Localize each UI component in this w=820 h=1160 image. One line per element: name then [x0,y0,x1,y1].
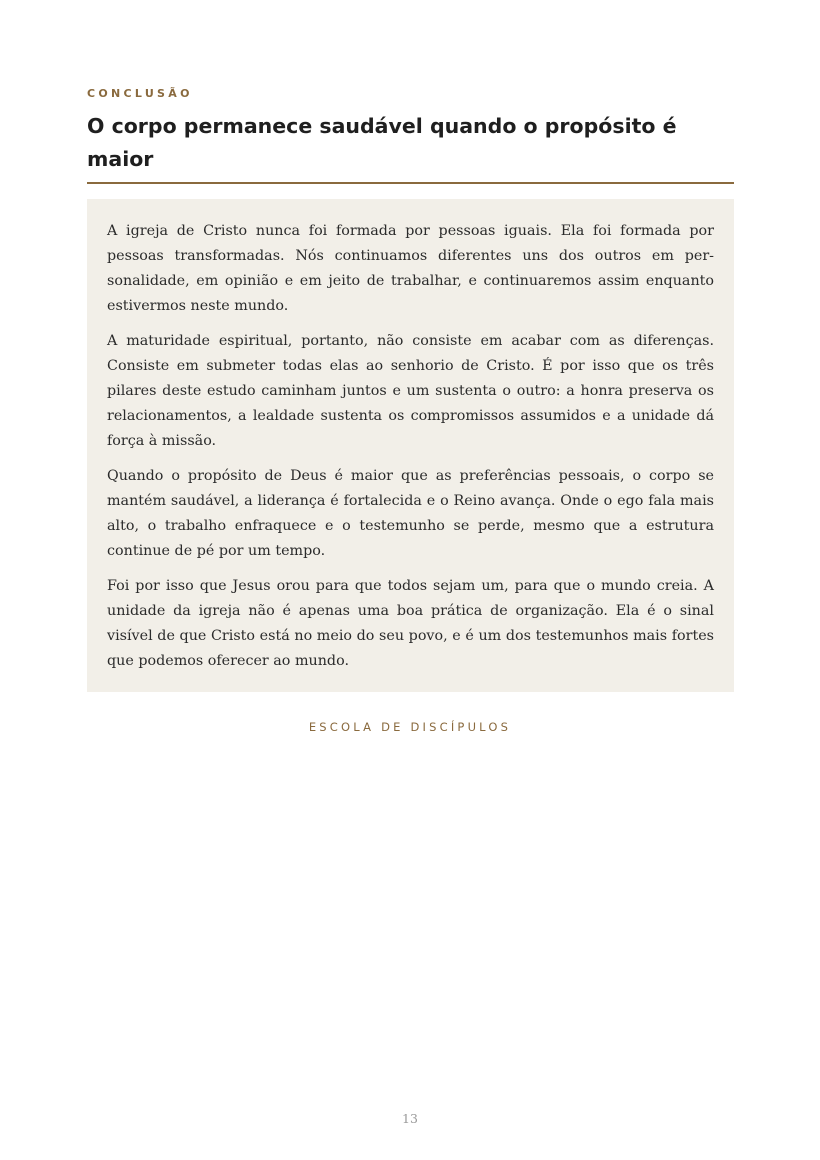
paragraph: Foi por isso que Jesus orou para que todos sejam um, para que o mundo creia. A unidade da igreja não é apenas uma boa prática de organização. Ela é o sinal visível de que Cristo está no meio do seu povo, e é um dos testemunhos mais fortes que podemos oferecer ao mundo. [107,578,714,669]
section-kicker: CONCLUSÃO [87,87,193,100]
page-number: 13 [402,1111,418,1126]
paragraph: Quando o propósito de Deus é maior que as preferências pessoais, o corpo se mantém saudável, a liderança é fortalecida e o Reino avança. Onde o ego fala mais alto, o trabalho enfraquece e o testemunho se perde, mesmo que a estrutura continue de pé por um tempo. [107,468,714,559]
page-title: O corpo permanece saudável quando o propósito é maior [87,114,677,171]
footer-brand: ESCOLA DE DISCÍPULOS [308,720,512,734]
paragraph: A igreja de Cristo nunca foi formada por pessoas iguais. Ela foi formada por pessoas transformadas. Nós continuamos diferentes uns dos outros em personalidade, em opinião e em jeito de trabalhar, e continuaremos assim enquanto estivermos neste mundo. [107,223,714,314]
paragraph: A maturidade espiritual, portanto, não consiste em acabar com as diferenças. Consiste em submeter todas elas ao senhorio de Cristo. É por isso que os três pilares deste estudo caminham juntos e um sustenta o outro: a honra preserva os relacionamentos, a lealdade sustenta os compromissos assumidos e a unidade dá força à missão. [107,333,714,449]
title-divider [87,182,734,184]
conclusion-box [87,199,734,692]
